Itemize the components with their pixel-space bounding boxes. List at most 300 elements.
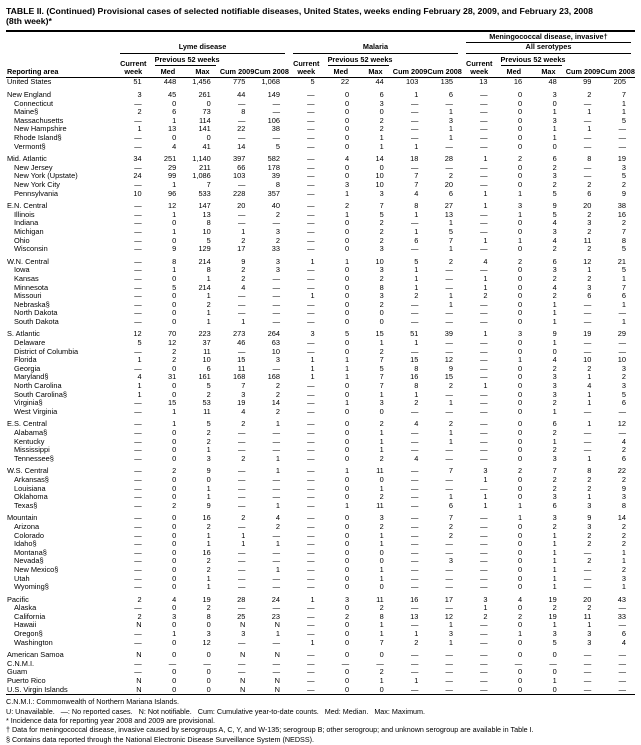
value-cell: 106 <box>267 115 280 125</box>
reporting-area-cell: W.N. Central <box>7 256 49 266</box>
value-cell: 0 <box>518 547 523 557</box>
value-cell: — <box>237 582 246 592</box>
value-cell: 1 <box>310 637 315 647</box>
value-cell: 0 <box>518 133 523 142</box>
table-row <box>6 382 635 391</box>
value-cell: 1 <box>206 573 211 583</box>
value-cell: — <box>618 346 626 356</box>
value-cell: — <box>237 500 246 510</box>
value-cell: — <box>480 539 488 549</box>
value-cell: 1 <box>621 299 626 309</box>
value-cell: 9 <box>552 329 557 339</box>
value-cell: — <box>272 573 280 583</box>
reporting-area-cell: Wyoming§ <box>14 582 49 592</box>
value-cell: — <box>203 658 211 668</box>
value-cell: 14 <box>617 513 626 523</box>
value-cell: 10 <box>202 226 211 236</box>
table-row <box>6 510 635 523</box>
value-cell: 3 <box>552 265 557 275</box>
value-cell: — <box>445 564 453 574</box>
value-cell: 1 <box>414 90 419 100</box>
value-cell: — <box>445 684 453 694</box>
table-row <box>6 190 635 199</box>
value-cell: — <box>307 98 315 108</box>
value-cell: — <box>272 218 280 228</box>
value-cell: 0 <box>345 620 350 630</box>
value-cell: 11 <box>203 406 211 416</box>
value-cell: 2 <box>621 564 626 574</box>
table-row <box>6 87 635 100</box>
value-cell: 0 <box>345 171 350 181</box>
value-cell: 0 <box>518 381 523 391</box>
value-cell: 1 <box>483 603 488 613</box>
value-cell: 168 <box>267 372 280 382</box>
value-cell: — <box>480 363 488 373</box>
reporting-area-cell: California <box>14 611 46 621</box>
table-row <box>6 566 635 575</box>
value-cell: 3 <box>621 363 626 373</box>
value-cell: 0 <box>518 539 523 549</box>
value-cell: 0 <box>206 676 211 686</box>
value-cell: 1 <box>275 500 280 510</box>
value-cell: 11 <box>237 363 246 373</box>
value-cell: 1 <box>379 436 384 446</box>
value-cell: — <box>618 667 626 677</box>
value-cell: 211 <box>198 162 211 172</box>
value-cell: 0 <box>518 338 523 348</box>
value-cell: 0 <box>379 308 384 318</box>
value-cell: 9 <box>206 466 211 476</box>
value-cell: — <box>583 650 592 660</box>
value-cell: 205 <box>613 77 626 87</box>
value-cell: 1 <box>552 620 557 630</box>
value-cell: 1 <box>345 355 350 365</box>
value-cell: 2 <box>587 244 592 254</box>
table-row <box>6 134 635 143</box>
value-cell: — <box>583 308 592 318</box>
value-cell: 0 <box>345 629 350 639</box>
value-cell: — <box>307 299 315 309</box>
value-cell: — <box>307 564 315 574</box>
value-cell: 1 <box>379 428 384 437</box>
value-cell: — <box>307 658 315 668</box>
value-cell: 51 <box>133 77 142 87</box>
value-cell: 3 <box>137 90 142 100</box>
value-cell: 3 <box>345 179 350 189</box>
value-cell: 6 <box>587 291 592 301</box>
value-cell: 73 <box>202 107 211 117</box>
value-cell: 582 <box>267 154 280 164</box>
value-cell: — <box>134 436 142 446</box>
value-cell: — <box>307 188 315 198</box>
value-cell: — <box>307 90 315 100</box>
value-cell: 4 <box>275 513 280 523</box>
value-cell: — <box>307 547 315 557</box>
value-cell: 20 <box>237 201 246 211</box>
table-row <box>6 557 635 566</box>
value-cell: — <box>445 406 453 416</box>
value-cell: 40 <box>271 201 280 211</box>
value-cell: 1 <box>137 355 142 365</box>
table-title <box>6 6 635 27</box>
value-cell: 13 <box>202 209 211 219</box>
value-cell: 4 <box>137 372 142 382</box>
value-cell: 2 <box>379 453 384 463</box>
value-cell: — <box>480 299 488 309</box>
value-cell: 0 <box>345 445 350 455</box>
reporting-area-cell: W.S. Central <box>7 466 49 476</box>
value-cell: — <box>445 265 453 275</box>
value-cell: — <box>480 346 488 356</box>
value-cell: — <box>410 98 419 108</box>
table-row <box>6 416 635 429</box>
value-cell: 3 <box>379 513 384 523</box>
value-cell: 2 <box>587 483 592 493</box>
value-cell: 0 <box>518 445 523 455</box>
reporting-area-cell: South Dakota <box>14 316 59 326</box>
value-cell: 0 <box>552 346 557 356</box>
value-cell: 2 <box>483 291 488 301</box>
value-cell: 5 <box>275 141 280 151</box>
value-cell: — <box>480 658 488 668</box>
value-cell: 7 <box>379 355 384 365</box>
value-cell: 2 <box>275 235 280 245</box>
value-cell: 1 <box>552 539 557 549</box>
value-cell: — <box>307 500 315 510</box>
value-cell: 38 <box>617 201 626 211</box>
table-row <box>6 583 635 592</box>
reporting-area-cell: Alaska <box>14 603 37 613</box>
value-cell: 1 <box>172 629 177 639</box>
value-cell: 3 <box>552 381 557 391</box>
value-cell: 2 <box>206 564 211 574</box>
value-cell: 11 <box>583 611 592 621</box>
value-cell: — <box>480 406 488 416</box>
value-cell: — <box>237 133 246 142</box>
value-cell: — <box>583 406 592 416</box>
value-cell: 10 <box>202 355 211 365</box>
value-cell: 5 <box>621 171 626 181</box>
value-cell: — <box>445 573 453 583</box>
value-cell: — <box>410 346 419 356</box>
group-header-meningococcal <box>462 31 635 55</box>
value-cell: 0 <box>379 107 384 117</box>
value-cell: — <box>480 107 488 117</box>
value-cell: 1 <box>448 436 453 446</box>
value-cell: — <box>307 530 315 540</box>
value-cell: 0 <box>345 436 350 446</box>
table-row <box>6 181 635 190</box>
value-cell: 0 <box>345 299 350 309</box>
value-cell: 1 <box>552 676 557 686</box>
value-cell: — <box>237 98 246 108</box>
value-cell: — <box>134 445 142 455</box>
value-cell: — <box>583 98 592 108</box>
table-row <box>6 668 635 677</box>
value-cell: — <box>410 530 419 540</box>
reporting-area-cell: Arizona <box>14 521 40 531</box>
value-cell: 0 <box>345 603 350 613</box>
value-cell: — <box>307 556 315 566</box>
value-cell: — <box>307 124 315 134</box>
value-cell: — <box>237 308 246 318</box>
table-row <box>6 463 635 476</box>
value-cell: 2 <box>379 218 384 228</box>
value-cell: — <box>480 124 488 134</box>
table-row <box>6 523 635 532</box>
value-cell: 8 <box>379 282 384 292</box>
value-cell: 0 <box>518 676 523 686</box>
value-cell: — <box>480 453 488 463</box>
value-cell: 0 <box>518 115 523 125</box>
value-cell: 1 <box>275 419 280 429</box>
reporting-area-cell: Missouri <box>14 291 42 301</box>
value-cell: 13 <box>479 77 488 87</box>
value-cell: 0 <box>379 556 384 566</box>
value-cell: — <box>410 436 419 446</box>
value-cell: — <box>445 162 453 172</box>
value-cell: — <box>168 658 177 668</box>
value-cell: 0 <box>518 171 523 181</box>
value-cell: 2 <box>621 521 626 531</box>
value-cell: N <box>136 650 142 660</box>
value-cell: 44 <box>375 77 384 87</box>
value-cell: — <box>445 445 453 455</box>
value-cell: — <box>134 398 142 408</box>
value-cell: 0 <box>345 133 350 142</box>
table-row <box>6 446 635 455</box>
value-cell: 4 <box>587 381 592 391</box>
value-cell: 2 <box>206 389 211 399</box>
value-cell: — <box>134 235 142 245</box>
value-cell: — <box>237 115 246 125</box>
value-cell: 16 <box>410 594 419 604</box>
value-cell: 31 <box>167 372 177 382</box>
value-cell: — <box>134 582 142 592</box>
value-cell: 0 <box>206 620 211 630</box>
value-cell: — <box>480 547 488 557</box>
cum-2009-header: Cum 2009 <box>219 67 255 77</box>
value-cell: 14 <box>271 398 280 408</box>
value-cell: — <box>480 564 488 574</box>
value-cell: — <box>480 428 488 437</box>
value-cell: — <box>134 316 142 326</box>
value-cell: — <box>480 316 488 326</box>
value-cell: 9 <box>621 483 626 493</box>
reporting-area-cell: Puerto Rico <box>7 676 46 686</box>
value-cell: 1 <box>552 316 557 326</box>
value-cell: — <box>307 226 315 236</box>
value-cell: — <box>307 171 315 181</box>
value-cell: 1 <box>552 547 557 557</box>
value-cell: 1 <box>587 398 592 408</box>
reporting-area-cell: Colorado <box>14 530 44 540</box>
value-cell: 33 <box>617 611 626 621</box>
value-cell: 1 <box>483 235 488 245</box>
table-row <box>6 373 635 382</box>
value-cell: — <box>134 521 142 531</box>
value-cell: 9 <box>241 256 246 266</box>
value-cell: 2 <box>621 372 626 382</box>
value-cell: 2 <box>345 201 350 211</box>
value-cell: 0 <box>379 684 384 694</box>
value-cell: — <box>410 244 419 254</box>
value-cell: — <box>618 133 626 142</box>
value-cell: 1 <box>483 201 488 211</box>
value-cell: 4 <box>345 154 350 164</box>
footnotes <box>6 697 635 744</box>
table-row <box>6 660 635 669</box>
value-cell: 0 <box>345 282 350 292</box>
group-label-meningococcal: Meningococcal disease, invasive† <box>466 33 631 43</box>
value-cell: 1 <box>483 381 488 391</box>
value-cell: — <box>480 389 488 399</box>
value-cell: 1 <box>587 265 592 275</box>
value-cell: 6 <box>587 188 592 198</box>
value-cell: 3 <box>552 226 557 236</box>
value-cell: — <box>307 133 315 142</box>
value-cell: 7 <box>379 372 384 382</box>
value-cell: 3 <box>552 171 557 181</box>
value-cell: 24 <box>271 594 280 604</box>
value-cell: 0 <box>345 381 350 391</box>
value-cell: — <box>272 483 280 493</box>
value-cell: 1 <box>483 188 488 198</box>
value-cell: 1 <box>448 398 453 408</box>
value-cell: — <box>307 235 315 245</box>
value-cell: 1 <box>621 547 626 557</box>
value-cell: 0 <box>518 453 523 463</box>
value-cell: — <box>237 209 246 219</box>
reporting-area-cell: Massachusetts <box>14 115 64 125</box>
value-cell: 2 <box>379 299 384 309</box>
value-cell: 1 <box>414 676 419 686</box>
value-cell: 10 <box>375 256 384 266</box>
disease-group-row <box>6 31 635 55</box>
value-cell: 5 <box>552 209 557 219</box>
value-cell: 1 <box>448 107 453 117</box>
value-cell: — <box>272 308 280 318</box>
table-row <box>6 237 635 246</box>
value-cell: 114 <box>198 115 211 125</box>
value-cell: 6 <box>552 256 557 266</box>
value-cell: 0 <box>518 620 523 630</box>
value-cell: — <box>272 530 280 540</box>
value-cell: 8 <box>414 381 419 391</box>
value-cell: 1 <box>206 445 211 455</box>
value-cell: 1 <box>552 556 557 566</box>
table-row <box>6 532 635 541</box>
value-cell: — <box>134 256 142 266</box>
value-cell: — <box>583 658 592 668</box>
table-row <box>6 429 635 438</box>
value-cell: 99 <box>583 77 592 87</box>
value-cell: — <box>480 556 488 566</box>
table-row <box>6 408 635 417</box>
value-cell: 21 <box>617 256 626 266</box>
value-cell: 2 <box>414 291 419 301</box>
reporting-area-cell: Hawaii <box>14 620 37 630</box>
table-row <box>6 266 635 275</box>
value-cell: 0 <box>345 474 350 484</box>
value-cell: 3 <box>241 389 246 399</box>
value-cell: — <box>410 115 419 125</box>
value-cell: 19 <box>202 594 211 604</box>
value-cell: 2 <box>552 474 557 484</box>
value-cell: — <box>237 218 246 228</box>
value-cell: — <box>618 308 626 318</box>
value-cell: — <box>307 650 315 660</box>
table-row <box>6 630 635 639</box>
value-cell: 0 <box>518 98 523 108</box>
value-cell: — <box>272 291 280 301</box>
value-cell: 0 <box>379 406 384 416</box>
value-cell: 4 <box>552 282 557 292</box>
value-cell: 8 <box>379 611 384 621</box>
value-cell: 1 <box>621 556 626 566</box>
value-cell: — <box>272 556 280 566</box>
value-cell: 0 <box>345 650 350 660</box>
value-cell: 1 <box>552 308 557 318</box>
value-cell: 2 <box>206 603 211 613</box>
value-cell: 3 <box>587 637 592 647</box>
table-row <box>6 339 635 348</box>
value-cell: — <box>272 436 280 446</box>
table-row <box>6 455 635 464</box>
value-cell: 15 <box>444 372 453 382</box>
value-cell: 0 <box>518 637 523 647</box>
value-cell: — <box>583 428 592 437</box>
value-cell: — <box>134 564 142 574</box>
reporting-area-cell: New York (Upstate) <box>14 171 78 181</box>
value-cell: 4 <box>621 637 626 647</box>
value-cell: 3 <box>206 453 211 463</box>
value-cell: 0 <box>345 547 350 557</box>
reporting-area-cell: New Jersey <box>14 162 53 172</box>
value-cell: — <box>410 667 419 677</box>
value-cell: — <box>307 346 315 356</box>
value-cell: 1 <box>518 188 523 198</box>
value-cell: 5 <box>621 244 626 254</box>
value-cell: 129 <box>198 244 211 254</box>
value-cell: 0 <box>345 492 350 502</box>
value-cell: 0 <box>518 530 523 540</box>
value-cell: — <box>480 436 488 446</box>
value-cell: 1 <box>448 124 453 134</box>
group-header-malaria <box>289 31 462 55</box>
value-cell: 19 <box>548 611 557 621</box>
value-cell: — <box>307 209 315 219</box>
value-cell: 0 <box>518 226 523 236</box>
reporting-area-cell: Iowa <box>14 265 30 275</box>
value-cell: — <box>514 658 523 668</box>
value-cell: 9 <box>172 244 177 254</box>
table-row <box>6 100 635 109</box>
value-cell: 1 <box>275 466 280 476</box>
value-cell: 2 <box>587 179 592 189</box>
value-cell: 261 <box>198 90 211 100</box>
value-cell: 3 <box>552 513 557 523</box>
value-cell: 5 <box>621 389 626 399</box>
value-cell: 1 <box>345 466 350 476</box>
value-cell: 3 <box>345 594 350 604</box>
value-cell: — <box>480 676 488 686</box>
reporting-area-cell: Ohio <box>14 235 30 245</box>
value-cell: — <box>134 500 142 510</box>
value-cell: 1 <box>552 107 557 117</box>
value-cell: — <box>307 445 315 455</box>
value-cell: — <box>410 521 419 531</box>
